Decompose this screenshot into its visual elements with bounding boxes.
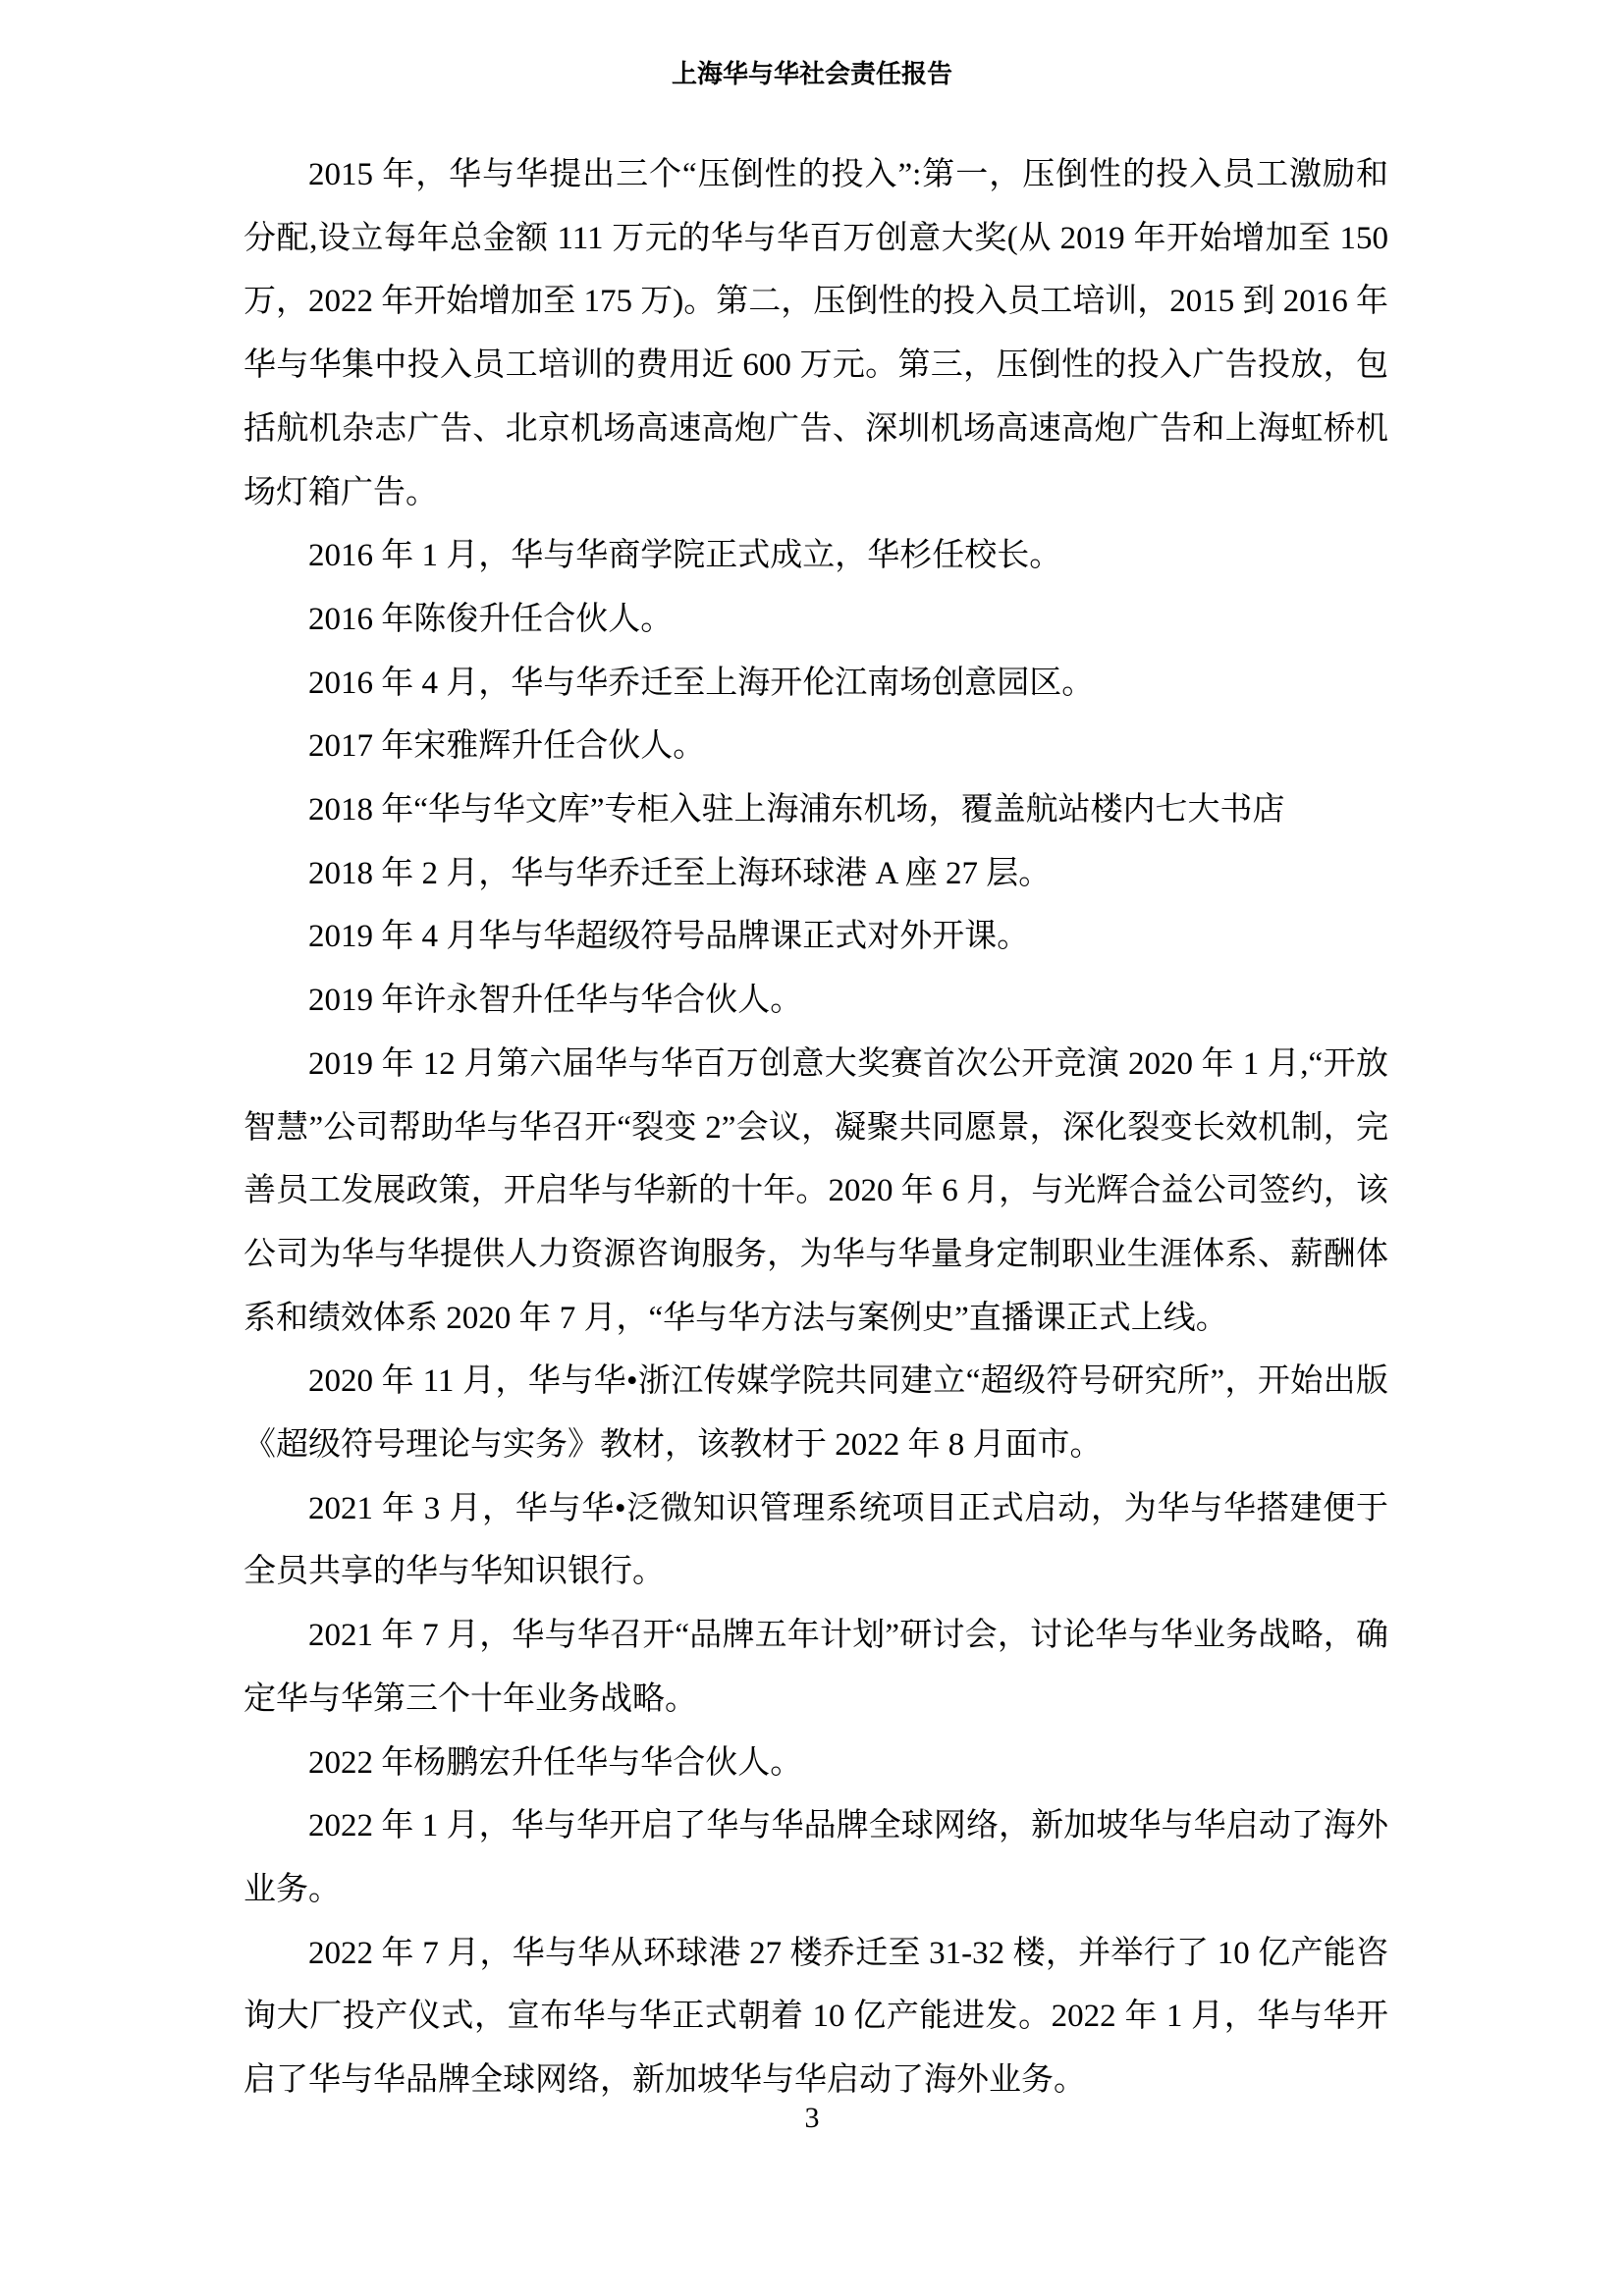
paragraph: 2015 年，华与华提出三个“压倒性的投入”:第一，压倒性的投入员工激励和分配,设立每年总金额 111 万元的华与华百万创意大奖(从 2019 年开始增加至 150 万，2022 年开始增加至 175 万)。第二，压倒性的投入员工培训，2015 到 2016 年华与华集中投入员工培训的费用近 600 万元。第三，压倒性的投入广告投放，包括航机杂志广告、北京机场高速高炮广告、深圳机场高速高炮广告和上海虹桥机场灯箱广告。 — [244, 157, 1388, 510]
paragraph: 2022 年 7 月，华与华从环球港 27 楼乔迁至 31-32 楼，并举行了 10 亿产能咨询大厂投产仪式，宣布华与华正式朝着 10 亿产能进发。2022 年 1 月，华与华开启了华与华品牌全球网络，新加坡华与华启动了海外业务。 — [244, 1935, 1388, 2099]
paragraph: 2016 年 4 月，华与华乔迁至上海开伦江南场创意园区。 — [308, 665, 1095, 701]
paragraph: 2016 年 1 月，华与华商学院正式成立，华杉任校长。 — [308, 538, 1062, 574]
paragraph: 2018 年 2 月，华与华乔迁至上海环球港 A 座 27 层。 — [308, 855, 1052, 891]
paragraph: 2022 年杨鹏宏升任华与华合伙人。 — [308, 1744, 803, 1781]
paragraph: 2022 年 1 月，华与华开启了华与华品牌全球网络，新加坡华与华启动了海外业务。 — [244, 1808, 1388, 1907]
document-body — [244, 143, 1388, 2112]
paragraph: 2021 年 7 月，华与华召开“品牌五年计划”研讨会，讨论华与华业务战略，确定华与华第三个十年业务战略。 — [244, 1618, 1388, 1717]
paragraph: 2021 年 3 月，华与华•泛微知识管理系统项目正式启动，为华与华搭建便于全员共享的华与华知识银行。 — [244, 1490, 1388, 1590]
page-number: 3 — [804, 2102, 820, 2134]
paragraph: 2019 年 12 月第六届华与华百万创意大奖赛首次公开竞演 2020 年 1 月,“开放智慧”公司帮助华与华召开“裂变 2”会议，凝聚共同愿景，深化裂变长效机制，完善员工发展政策，开启华与华新的十年。2020 年 6 月，与光辉合益公司签约，该公司为华与华提供人力资源咨询服务，为华与华量身定制职业生涯体系、薪酬体系和绩效体系 2020 年 7 月，“华与华方法与案例史”直播课正式上线。 — [244, 1045, 1388, 1336]
paragraph: 2016 年陈俊升任合伙人。 — [308, 601, 674, 637]
page-header-title: 上海华与华社会责任报告 — [671, 59, 952, 88]
paragraph: 2019 年 4 月华与华超级符号品牌课正式对外开课。 — [308, 919, 1030, 955]
paragraph: 2019 年许永智升任华与华合伙人。 — [308, 983, 803, 1019]
paragraph: 2017 年宋雅辉升任合伙人。 — [308, 728, 706, 765]
paragraph: 2018 年“华与华文库”专柜入驻上海浦东机场，覆盖航站楼内七大书店 — [308, 792, 1285, 828]
paragraph: 2020 年 11 月，华与华•浙江传媒学院共同建立“超级符号研究所”，开始出版《超级符号理论与实务》教材，该教材于 2022 年 8 月面市。 — [244, 1363, 1388, 1464]
